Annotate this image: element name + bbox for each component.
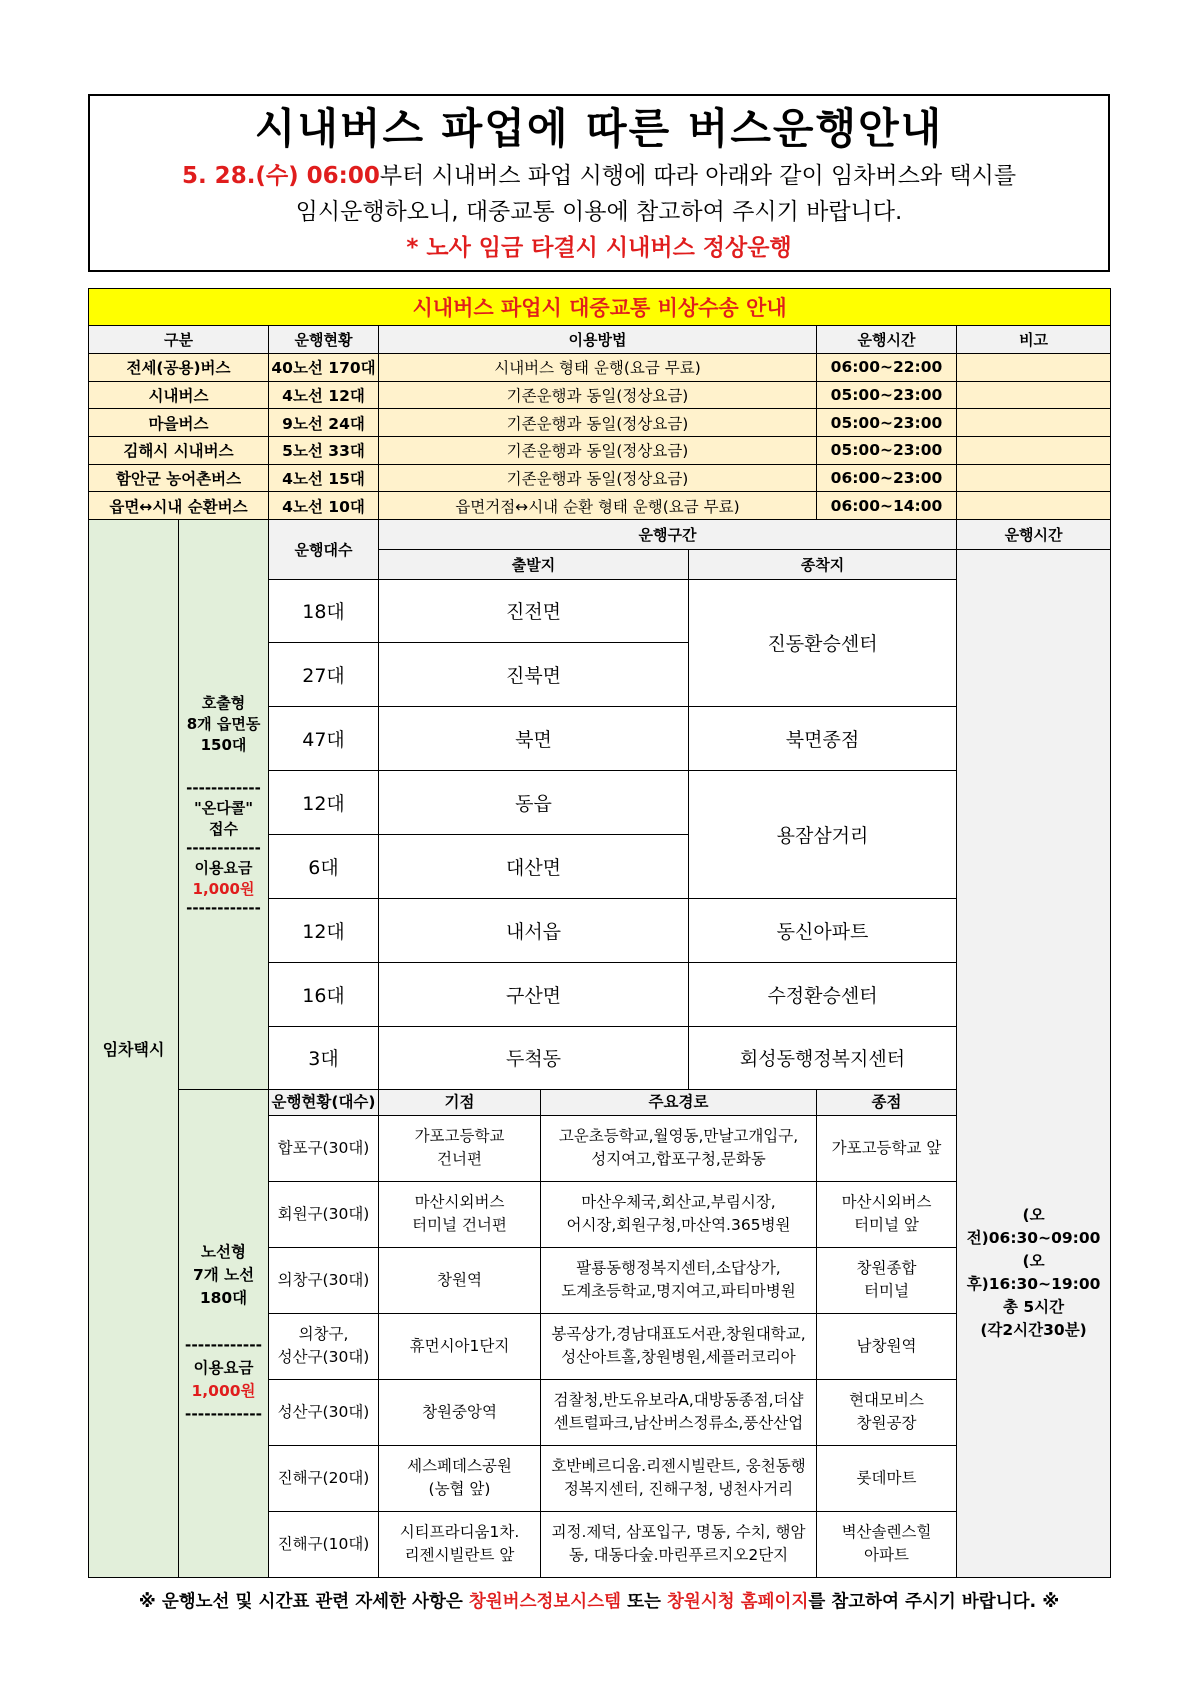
bus-type: 김해시 시내버스 [89, 436, 269, 464]
route-path-line: 센트럴파크,남산버스정류소,풍산산업 [553, 1414, 804, 1433]
route-path [541, 1313, 817, 1379]
bus-type: 읍면↔시내 순환버스 [89, 492, 269, 520]
route-origin-line: (농협 앞) [428, 1480, 491, 1499]
divider: ------------ [184, 1405, 263, 1424]
header-remarks: 비고 [957, 326, 1111, 354]
vehicle-count: 12대 [269, 771, 379, 835]
route-origin-line: 마산시외버스 [414, 1193, 505, 1212]
vehicle-count: 12대 [269, 898, 379, 962]
city-homepage-link[interactable]: 창원시청 홈페이지 [667, 1592, 809, 1612]
bus-remarks [957, 381, 1111, 409]
route-origin [379, 1115, 541, 1181]
table-header-row [89, 326, 1111, 354]
route-origin-line: 터미널 건너편 [412, 1216, 507, 1235]
route-path [541, 1115, 817, 1181]
route-origin [379, 1181, 541, 1247]
bus-method: 기존운행과 동일(정상요금) [379, 464, 817, 492]
divider: ------------ [186, 779, 261, 798]
route-end [817, 1181, 957, 1247]
header-hours: 운행시간 [817, 326, 957, 354]
call-type-areas: 8개 읍면동 [186, 715, 261, 734]
fee-label: 이용요금 [193, 1359, 254, 1378]
call-type-info [179, 519, 269, 1089]
bus-hours: 06:00~22:00 [817, 353, 957, 381]
route-path-line: 고운초등학교,월영동,만날고개입구, [558, 1127, 799, 1146]
route-origin [379, 1313, 541, 1379]
route-end [817, 1379, 957, 1445]
header-method: 이용방법 [379, 326, 817, 354]
route-status-line: 합포구(30대) [277, 1138, 370, 1157]
table-row [89, 464, 1111, 492]
bus-type: 함안군 농어촌버스 [89, 464, 269, 492]
table-title-row [89, 289, 1111, 326]
route-origin [379, 1247, 541, 1313]
taxi-label: 임차택시 [89, 519, 179, 1577]
route-end-line: 창원종합 [856, 1259, 917, 1278]
bus-type: 시내버스 [89, 381, 269, 409]
route-end-line: 남창원역 [856, 1336, 917, 1355]
bus-method: 기존운행과 동일(정상요금) [379, 409, 817, 437]
route-end-line: 터미널 앞 [854, 1216, 919, 1235]
vehicle-count: 6대 [269, 834, 379, 898]
footer-text: ※ 운행노선 및 시간표 관련 자세한 사항은 [138, 1592, 469, 1612]
bus-status: 40노선 170대 [269, 353, 379, 381]
route-end [817, 1115, 957, 1181]
route-origin-line: 가포고등학교 [414, 1127, 505, 1146]
route-path-line: 괴정.제덕, 삼포입구, 명동, 수치, 행암 [551, 1523, 806, 1542]
bus-method: 읍면거점↔시내 순환 형태 운행(요금 무료) [379, 492, 817, 520]
route-end [817, 1313, 957, 1379]
taxi-hours-am: (오전)06:30~09:00 [966, 1206, 1101, 1248]
vehicle-count: 47대 [269, 707, 379, 771]
route-path [541, 1445, 817, 1511]
bus-hours: 05:00~23:00 [817, 436, 957, 464]
route-path-line: 어시장,회원구청,마산역.365병원 [566, 1216, 791, 1235]
route-path [541, 1511, 817, 1577]
route-status [269, 1181, 379, 1247]
route-path-line: 팔룡동행정복지센터,소답상가, [576, 1259, 781, 1278]
header-route-path: 주요경로 [541, 1090, 817, 1116]
bus-remarks [957, 464, 1111, 492]
header-route-origin: 기점 [379, 1090, 541, 1116]
end-point: 진동환승센터 [689, 579, 957, 707]
bus-type: 마을버스 [89, 409, 269, 437]
start-point: 대산면 [379, 834, 689, 898]
divider: ------------ [186, 839, 261, 858]
divider: ------------ [184, 1336, 263, 1355]
route-status-line: 회원구(30대) [277, 1204, 370, 1223]
route-origin-line: 휴먼시아1단지 [409, 1336, 510, 1355]
route-path [541, 1379, 817, 1445]
notice-header [88, 94, 1110, 272]
vehicle-count: 18대 [269, 579, 379, 643]
route-status [269, 1511, 379, 1577]
route-end-line: 창원공장 [856, 1414, 917, 1433]
header-route-end: 종점 [817, 1090, 957, 1116]
footer-text: 를 참고하여 주시기 바랍니다. ※ [808, 1592, 1060, 1612]
route-end-line: 롯데마트 [856, 1468, 917, 1487]
bus-status: 5노선 33대 [269, 436, 379, 464]
start-datetime: 5. 28.(수) 06:00 [181, 163, 380, 189]
route-status [269, 1115, 379, 1181]
route-status-line: 의창구(30대) [277, 1270, 370, 1289]
start-point: 동읍 [379, 771, 689, 835]
notice-line-1 [90, 158, 1108, 194]
fee-value: 1,000원 [191, 1382, 256, 1401]
bus-type: 전세(공용)버스 [89, 353, 269, 381]
start-point: 진북면 [379, 643, 689, 707]
notice-line-2: 임시운행하오니, 대중교통 이용에 참고하여 주시기 바랍니다. [295, 199, 903, 225]
vehicle-count: 16대 [269, 962, 379, 1026]
emergency-transport-table [88, 288, 1111, 1578]
start-point: 진전면 [379, 579, 689, 643]
start-point: 내서읍 [379, 898, 689, 962]
route-status [269, 1445, 379, 1511]
route-status-line: 의창구, [298, 1325, 349, 1344]
header-vehicles: 운행대수 [269, 519, 379, 579]
route-path-line: 마산우체국,회산교,부림시장, [581, 1193, 776, 1212]
route-type-vehicles: 180대 [199, 1289, 248, 1308]
route-status [269, 1379, 379, 1445]
bus-method: 시내버스 형태 운행(요금 무료) [379, 353, 817, 381]
route-path [541, 1247, 817, 1313]
route-type-info [179, 1090, 269, 1578]
page-title: 시내버스 파업에 따른 버스운행안내 [254, 104, 944, 153]
route-path-line: 성산아트홀,창원병원,세플러코리아 [561, 1348, 796, 1367]
bus-hours: 05:00~23:00 [817, 409, 957, 437]
header-taxi-hours: 운행시간 [957, 519, 1111, 549]
route-path-line: 성지여고,합포구청,문화동 [591, 1150, 766, 1169]
route-end-line: 터미널 [864, 1282, 909, 1301]
fee-label: 이용요금 [194, 859, 253, 878]
route-end-line: 마산시외버스 [841, 1193, 932, 1212]
vehicle-count: 3대 [269, 1026, 379, 1090]
table-row [89, 409, 1111, 437]
taxi-hours-each: (각2시간30분) [980, 1321, 1087, 1340]
route-origin-line: 시티프라디움1차. [399, 1523, 520, 1542]
table-row [89, 353, 1111, 381]
fee-value: 1,000원 [192, 880, 255, 899]
taxi-hours [957, 549, 1111, 1577]
route-origin-line: 건너편 [437, 1150, 482, 1169]
bus-status: 4노선 15대 [269, 464, 379, 492]
start-point: 구산면 [379, 962, 689, 1026]
route-origin-line: 리젠시빌란트 앞 [404, 1546, 515, 1565]
end-point: 수정환승센터 [689, 962, 957, 1026]
bus-remarks [957, 436, 1111, 464]
route-path-line: 봉곡상가,경남대표도서관,창원대학교, [551, 1325, 806, 1344]
notice-line-3: * 노사 임금 타결시 시내버스 정상운행 [406, 235, 792, 261]
route-status [269, 1247, 379, 1313]
route-end-line: 벽산솔렌스힐 [841, 1523, 932, 1542]
table-row [89, 381, 1111, 409]
call-type-name: 호출형 [201, 694, 246, 713]
route-status-line: 진해구(10대) [277, 1534, 370, 1553]
bus-status: 4노선 10대 [269, 492, 379, 520]
route-origin-line: 세스페데스공원 [407, 1457, 512, 1476]
route-path [541, 1181, 817, 1247]
route-status-line: 진해구(20대) [277, 1468, 370, 1487]
bus-remarks [957, 353, 1111, 381]
route-end [817, 1511, 957, 1577]
footer-text: 또는 [621, 1592, 668, 1612]
start-point: 두척동 [379, 1026, 689, 1090]
vehicle-count: 27대 [269, 643, 379, 707]
header-end: 종착지 [689, 549, 957, 579]
bus-remarks [957, 492, 1111, 520]
route-end [817, 1445, 957, 1511]
route-origin [379, 1511, 541, 1577]
route-path-line: 호반베르디움.리젠시빌란트, 웅천동행 [551, 1457, 806, 1476]
start-point: 북면 [379, 707, 689, 771]
call-type-vehicles: 150대 [200, 736, 247, 755]
end-point: 북면종점 [689, 707, 957, 771]
route-end-line: 현대모비스 [849, 1391, 924, 1410]
table-row [89, 436, 1111, 464]
taxi-hours-total: 총 5시간 [1003, 1298, 1065, 1317]
route-origin [379, 1379, 541, 1445]
taxi-hours-pm: (오후)16:30~19:00 [966, 1252, 1101, 1294]
call-app-receipt: 접수 [209, 820, 238, 839]
route-status-line: 성산구(30대) [277, 1402, 370, 1421]
route-path-line: 도계초등학교,명지여고,파티마병원 [561, 1282, 796, 1301]
header-status: 운행현황 [269, 326, 379, 354]
route-path-line: 정복지센터, 진해구청, 냉천사거리 [563, 1480, 794, 1499]
table-title: 시내버스 파업시 대중교통 비상수송 안내 [89, 289, 1111, 326]
end-point: 용잠삼거리 [689, 771, 957, 899]
header-section: 운행구간 [379, 519, 957, 549]
route-end [817, 1247, 957, 1313]
footer-note [88, 1588, 1110, 1613]
header-route-status: 운행현황(대수) [269, 1090, 379, 1116]
bus-hours: 05:00~23:00 [817, 381, 957, 409]
route-end-line: 아파트 [864, 1546, 909, 1565]
bus-hours: 06:00~23:00 [817, 464, 957, 492]
route-end-line: 가포고등학교 앞 [831, 1138, 942, 1157]
end-point: 회성동행정복지센터 [689, 1026, 957, 1090]
bus-remarks [957, 409, 1111, 437]
bus-method: 기존운행과 동일(정상요금) [379, 436, 817, 464]
table-row [89, 492, 1111, 520]
route-type-name: 노선형 [201, 1243, 246, 1262]
end-point: 동신아파트 [689, 898, 957, 962]
route-origin-line: 창원중앙역 [422, 1402, 497, 1421]
bus-status: 4노선 12대 [269, 381, 379, 409]
bus-method: 기존운행과 동일(정상요금) [379, 381, 817, 409]
route-origin-line: 창원역 [437, 1270, 482, 1289]
route-status-line: 성산구(30대) [277, 1348, 370, 1367]
route-type-lines: 7개 노선 [192, 1266, 255, 1285]
header-category: 구분 [89, 326, 269, 354]
bus-hours: 06:00~14:00 [817, 492, 957, 520]
route-origin [379, 1445, 541, 1511]
notice-line-1-text: 부터 시내버스 파업 시행에 따라 아래와 같이 임차버스와 택시를 [379, 163, 1017, 189]
bus-status: 9노선 24대 [269, 409, 379, 437]
bus-info-system-link[interactable]: 창원버스정보시스템 [468, 1592, 622, 1612]
header-start: 출발지 [379, 549, 689, 579]
taxi-header-row [89, 519, 1111, 549]
route-path-line: 동, 대동다숲.마린푸르지오2단지 [568, 1546, 789, 1565]
call-app-name: "온다콜" [193, 799, 254, 818]
route-status [269, 1313, 379, 1379]
route-path-line: 검찰청,반도유보라A,대방동종점,더샵 [553, 1391, 804, 1410]
divider: ------------ [186, 899, 261, 918]
